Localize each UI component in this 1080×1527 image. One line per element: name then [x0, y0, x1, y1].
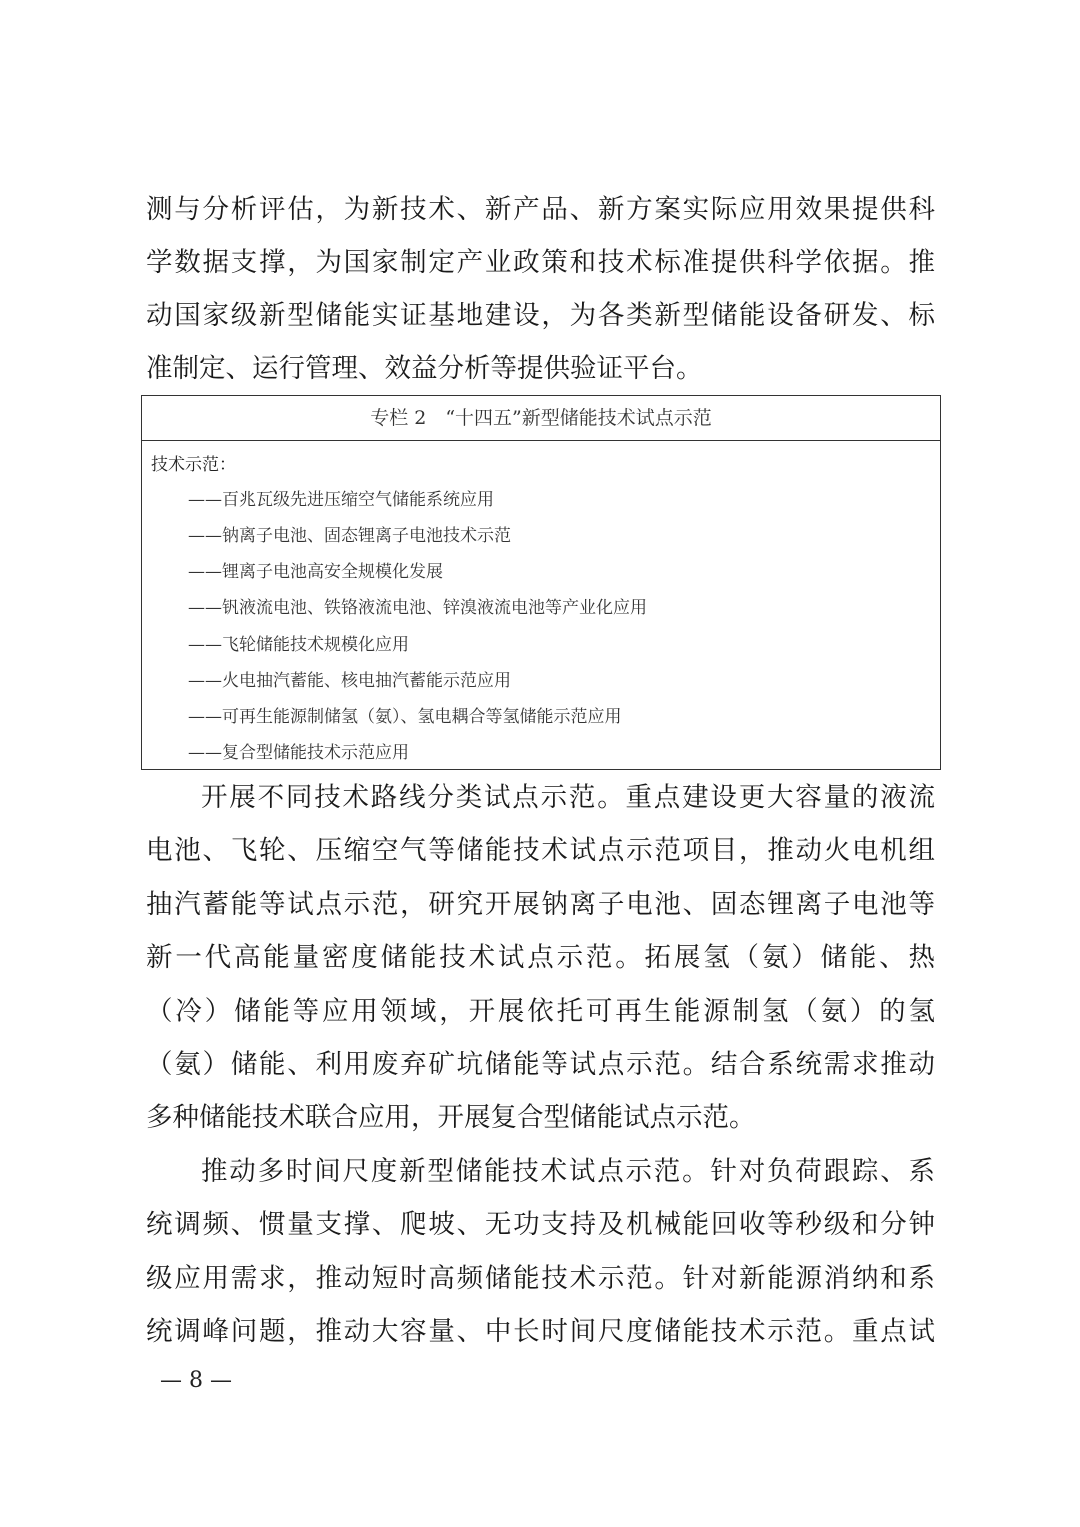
text-line: 电池、飞轮、压缩空气等储能技术试点示范项目，推动火电机组	[146, 835, 935, 866]
list-item: ——飞轮储能技术规模化应用	[188, 635, 409, 655]
text-line: 开展不同技术路线分类试点示范。重点建设更大容量的液流	[201, 782, 935, 813]
text-line: 推动多时间尺度新型储能技术试点示范。针对负荷跟踪、系	[201, 1156, 935, 1187]
text-line: 学数据支撑，为国家制定产业政策和技术标准提供科学依据。推	[146, 247, 935, 278]
text-line: 级应用需求，推动短时高频储能技术示范。针对新能源消纳和系	[146, 1263, 935, 1294]
list-item: ——可再生能源制储氢（氨）、氢电耦合等氢储能示范应用	[188, 707, 622, 727]
list-item: ——钒液流电池、铁铬液流电池、锌溴液流电池等产业化应用	[188, 598, 647, 618]
text-line: 统调峰问题，推动大容量、中长时间尺度储能技术示范。重点试	[146, 1316, 935, 1347]
box-subtitle: 技术示范：	[151, 455, 236, 475]
list-item: ——复合型储能技术示范应用	[188, 743, 409, 763]
box-title: 专栏 2 “十四五”新型储能技术试点示范	[142, 396, 940, 441]
text-line: 新一代高能量密度储能技术试点示范。拓展氢（氨）储能、热	[146, 942, 935, 973]
text-line: （冷）储能等应用领域，开展依托可再生能源制氢（氨）的氢	[146, 996, 935, 1027]
text-line: 测与分析评估，为新技术、新产品、新方案实际应用效果提供科	[146, 194, 935, 225]
list-item: ——火电抽汽蓄能、核电抽汽蓄能示范应用	[188, 671, 511, 691]
text-line: 准制定、运行管理、效益分析等提供验证平台。	[146, 353, 703, 384]
text-line: 动国家级新型储能实证基地建设，为各类新型储能设备研发、标	[146, 300, 935, 331]
column-box	[141, 395, 941, 770]
list-item: ——钠离子电池、固态锂离子电池技术示范	[188, 526, 511, 546]
text-line: 多种储能技术联合应用，开展复合型储能试点示范。	[146, 1102, 756, 1133]
page-number: — 8 —	[160, 1368, 232, 1393]
text-line: 统调频、惯量支撑、爬坡、无功支持及机械能回收等秒级和分钟	[146, 1209, 935, 1240]
list-item: ——百兆瓦级先进压缩空气储能系统应用	[188, 490, 494, 510]
text-line: 抽汽蓄能等试点示范，研究开展钠离子电池、固态锂离子电池等	[146, 889, 935, 920]
list-item: ——锂离子电池高安全规模化发展	[188, 562, 443, 582]
text-line: （氨）储能、利用废弃矿坑储能等试点示范。结合系统需求推动	[146, 1049, 935, 1080]
